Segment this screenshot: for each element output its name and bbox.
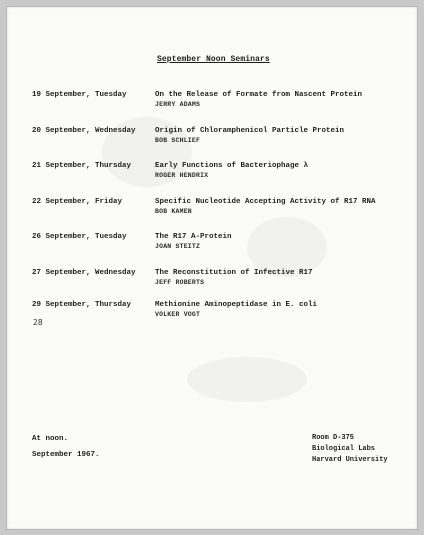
bleed-through-mark [247,217,327,277]
handwritten-note: 28 [33,318,43,327]
seminar-topic: The Reconstitution of Infective R17 [155,269,313,277]
page-title: September Noon Seminars [157,55,270,64]
seminar-date: 27 September, Wednesday [32,269,136,277]
seminar-topic: The R17 A-Protein [155,233,232,241]
footer-time: At noon. [32,435,69,443]
seminar-speaker: ROGER HENDRIX [155,172,209,179]
document-page [6,6,418,530]
seminar-speaker: BOB KAMEN [155,208,192,215]
footer-university: Harvard University [312,456,388,464]
seminar-speaker: BOB SCHLIEF [155,137,201,144]
seminar-topic: Methionine Aminopeptidase in E. coli [155,301,318,309]
seminar-speaker: JERRY ADAMS [155,101,201,108]
seminar-topic: Specific Nucleotide Accepting Activity of R17 RNA [155,198,376,206]
bleed-through-mark [187,357,307,402]
seminar-date: 22 September, Friday [32,198,123,206]
seminar-date: 26 September, Tuesday [32,233,127,241]
footer-date: September 1967. [32,451,100,459]
seminar-topic: On the Release of Formate from Nascent Protein [155,91,363,99]
seminar-speaker: JOAN STEITZ [155,243,201,250]
seminar-topic: Origin of Chloramphenicol Particle Protein [155,127,345,135]
seminar-date: 21 September, Thursday [32,162,132,170]
footer-building: Biological Labs [312,445,376,453]
seminar-date: 20 September, Wednesday [32,127,136,135]
seminar-speaker: JEFF ROBERTS [155,279,205,286]
seminar-speaker: VOLKER VOGT [155,311,201,318]
footer-room: Room D-375 [312,434,355,442]
seminar-topic: Early Functions of Bacteriophage λ [155,162,309,170]
seminar-date: 19 September, Tuesday [32,91,127,99]
seminar-date: 29 September, Thursday [32,301,132,309]
